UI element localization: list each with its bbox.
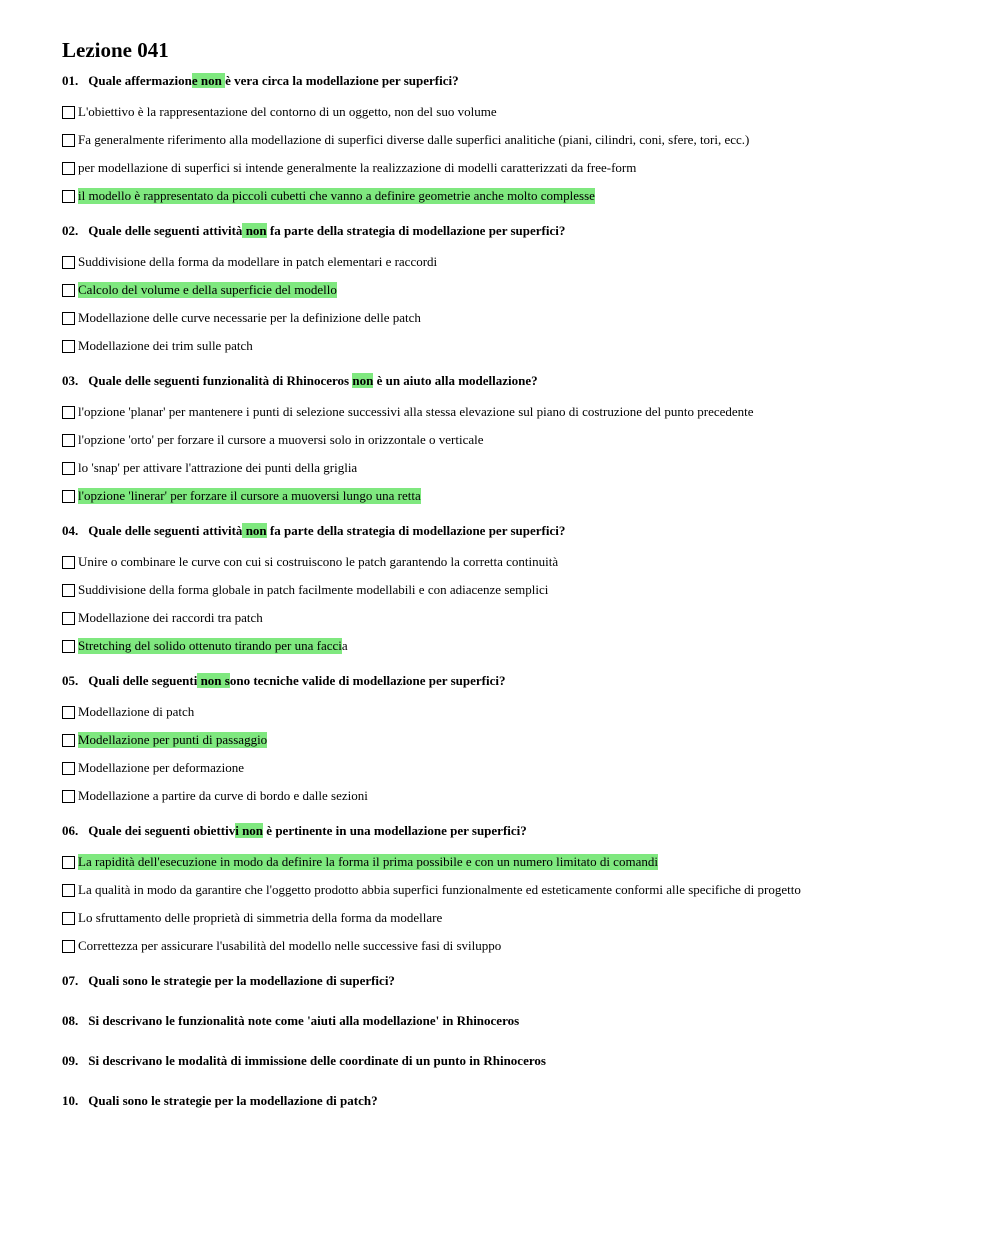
answer-label: l'opzione 'orto' per forzare il cursore a muoversi solo in orizzontale o verticale [78,432,484,447]
question-number: 03. [62,373,79,388]
question-text-part: Quali delle seguenti [88,673,198,688]
checkbox[interactable] [62,106,75,119]
answer-label: Modellazione delle curve necessarie per la definizione delle patch [78,310,421,325]
question-text [62,223,962,239]
question-text [62,823,962,839]
answer-option[interactable] [62,904,962,932]
checkbox[interactable] [62,640,75,653]
answer-label: Correttezza per assicurare l'usabilità del modello nelle successive fasi di sviluppo [78,938,502,953]
question-text-part: Quali sono le strategie per la modellazione di patch? [88,1093,378,1108]
checkbox[interactable] [62,612,75,625]
checkbox[interactable] [62,406,75,419]
answer-option[interactable] [62,454,962,482]
answer-options [62,248,962,360]
question-number: 02. [62,223,79,238]
question-text-part: Si descrivano le modalità di immissione delle coordinate di un punto in Rhinoceros [88,1053,546,1068]
answer-label: Suddivisione della forma globale in patch facilmente modellabili e con adiacenze semplici [78,582,549,597]
answer-label: L'obiettivo è la rappresentazione del contorno di un oggetto, non del suo volume [78,104,497,119]
checkbox[interactable] [62,312,75,325]
question-number: 04. [62,523,79,538]
answer-options [62,548,962,660]
answer-option-correct[interactable] [62,276,962,304]
answer-label-highlighted: Stretching del solido ottenuto tirando per una facci [78,638,342,653]
answer-option[interactable] [62,126,962,154]
answer-options [62,98,962,210]
answer-option-correct[interactable] [62,632,962,660]
question-number: 01. [62,73,79,88]
answer-label: Modellazione dei trim sulle patch [78,338,253,353]
checkbox[interactable] [62,912,75,925]
question-text-part: Quali sono le strategie per la modellazione di superfici? [88,973,395,988]
question-number: 05. [62,673,79,688]
question-number: 09. [62,1053,79,1068]
question-text-part: ono tecniche valide di modellazione per superfici? [229,673,506,688]
question-number: 06. [62,823,79,838]
checkbox[interactable] [62,256,75,269]
checkbox[interactable] [62,584,75,597]
question-09 [62,1053,962,1069]
answer-label-highlighted: Modellazione per punti di passaggio [78,732,268,747]
question-10 [62,1093,962,1109]
question-text-part: Quale delle seguenti attività [88,223,243,238]
answer-label: Modellazione di patch [78,704,195,719]
checkbox[interactable] [62,884,75,897]
question-07 [62,973,962,989]
answer-option[interactable] [62,332,962,360]
answer-option[interactable] [62,932,962,960]
answer-option[interactable] [62,398,962,426]
question-text [62,1093,962,1109]
question-08 [62,1013,962,1029]
checkbox[interactable] [62,762,75,775]
answer-option[interactable] [62,154,962,182]
question-number: 07. [62,973,79,988]
question-text-part: Quale dei seguenti obiettiv [88,823,236,838]
question-text [62,1053,962,1069]
question-05 [62,673,962,810]
checkbox[interactable] [62,856,75,869]
checkbox[interactable] [62,190,75,203]
question-text [62,973,962,989]
answer-label-highlighted: La rapidità dell'esecuzione in modo da definire la forma il prima possibile e con un numero limitato di comandi [78,854,658,869]
answer-option[interactable] [62,304,962,332]
answer-options [62,398,962,510]
checkbox[interactable] [62,462,75,475]
answer-option-correct[interactable] [62,848,962,876]
highlight-negation: non [352,373,374,388]
question-text [62,523,962,539]
answer-label: Suddivisione della forma da modellare in patch elementari e raccordi [78,254,438,269]
question-text [62,673,962,689]
checkbox[interactable] [62,940,75,953]
question-text-part: è pertinente in una modellazione per superfici? [263,823,527,838]
checkbox[interactable] [62,434,75,447]
question-text-part: fa parte della strategia di modellazione per superfici? [266,223,566,238]
answer-option[interactable] [62,426,962,454]
highlight-negation: e non [191,73,226,88]
answer-label: La qualità in modo da garantire che l'oggetto prodotto abbia superfici funzionalmente ed esteticamente conformi alle specifiche di progetto [78,882,801,897]
answer-label: Lo sfruttamento delle proprietà di simmetria della forma da modellare [78,910,443,925]
answer-label-highlighted: l'opzione 'linerar' per forzare il cursore a muoversi lungo una retta [78,488,421,503]
question-text-part: è un aiuto alla modellazione? [373,373,538,388]
checkbox[interactable] [62,790,75,803]
answer-label: l'opzione 'planar' per mantenere i punti di selezione successivi alla stessa elevazione sul piano di costruzione del punto precedente [78,404,754,419]
answer-option[interactable] [62,548,962,576]
checkbox[interactable] [62,162,75,175]
answer-option[interactable] [62,248,962,276]
question-text-part: Quale delle seguenti attività [88,523,243,538]
question-text-part: è vera circa la modellazione per superfici? [225,73,459,88]
highlight-negation: non s [197,673,230,688]
answer-option[interactable] [62,754,962,782]
answer-option[interactable] [62,698,962,726]
answer-option[interactable] [62,782,962,810]
checkbox[interactable] [62,734,75,747]
question-04 [62,523,962,660]
question-number: 10. [62,1093,79,1108]
question-02 [62,223,962,360]
question-01 [62,73,962,210]
question-text-part: fa parte della strategia di modellazione per superfici? [266,523,566,538]
answer-option[interactable] [62,876,962,904]
answer-label: per modellazione di superfici si intende generalmente la realizzazione di modelli caratterizzati da free-form [78,160,637,175]
answer-option[interactable] [62,98,962,126]
checkbox[interactable] [62,284,75,297]
question-text-part: Quale delle seguenti funzionalità di Rhinoceros [88,373,353,388]
checkbox[interactable] [62,490,75,503]
highlight-negation: non [242,223,267,238]
answer-label-highlighted: Calcolo del volume e della superficie del modello [78,282,337,297]
answer-option[interactable] [62,604,962,632]
checkbox[interactable] [62,340,75,353]
page-title: Lezione 041 [62,38,169,62]
highlight-negation: non [242,523,267,538]
answer-option-correct[interactable] [62,182,962,210]
answer-options [62,848,962,960]
answer-option-correct[interactable] [62,482,962,510]
checkbox[interactable] [62,556,75,569]
question-text [62,73,962,89]
question-text-part: Si descrivano le funzionalità note come 'aiuti alla modellazione' in Rhinoceros [88,1013,520,1028]
answer-label: a [341,638,348,653]
question-text-part: Quale affermazion [88,73,192,88]
highlight-negation: i non [235,823,264,838]
question-03 [62,373,962,510]
checkbox[interactable] [62,706,75,719]
answer-option-correct[interactable] [62,726,962,754]
question-text [62,373,962,389]
answer-label: Modellazione a partire da curve di bordo e dalle sezioni [78,788,368,803]
answer-option[interactable] [62,576,962,604]
answer-options [62,698,962,810]
answer-label: Modellazione per deformazione [78,760,245,775]
answer-label: Modellazione dei raccordi tra patch [78,610,263,625]
answer-label: Unire o combinare le curve con cui si costruiscono le patch garantendo la corretta continuità [78,554,559,569]
question-number: 08. [62,1013,79,1028]
checkbox[interactable] [62,134,75,147]
document-page [62,38,962,1133]
answer-label-highlighted: il modello è rappresentato da piccoli cubetti che vanno a definire geometrie anche molto complesse [78,188,595,203]
question-text [62,1013,962,1029]
question-06 [62,823,962,960]
answer-label: Fa generalmente riferimento alla modellazione di superfici diverse dalle superfici analitiche (piani, cilindri, coni, sfere, tori, ecc.) [78,132,750,147]
answer-label: lo 'snap' per attivare l'attrazione dei punti della griglia [78,460,358,475]
